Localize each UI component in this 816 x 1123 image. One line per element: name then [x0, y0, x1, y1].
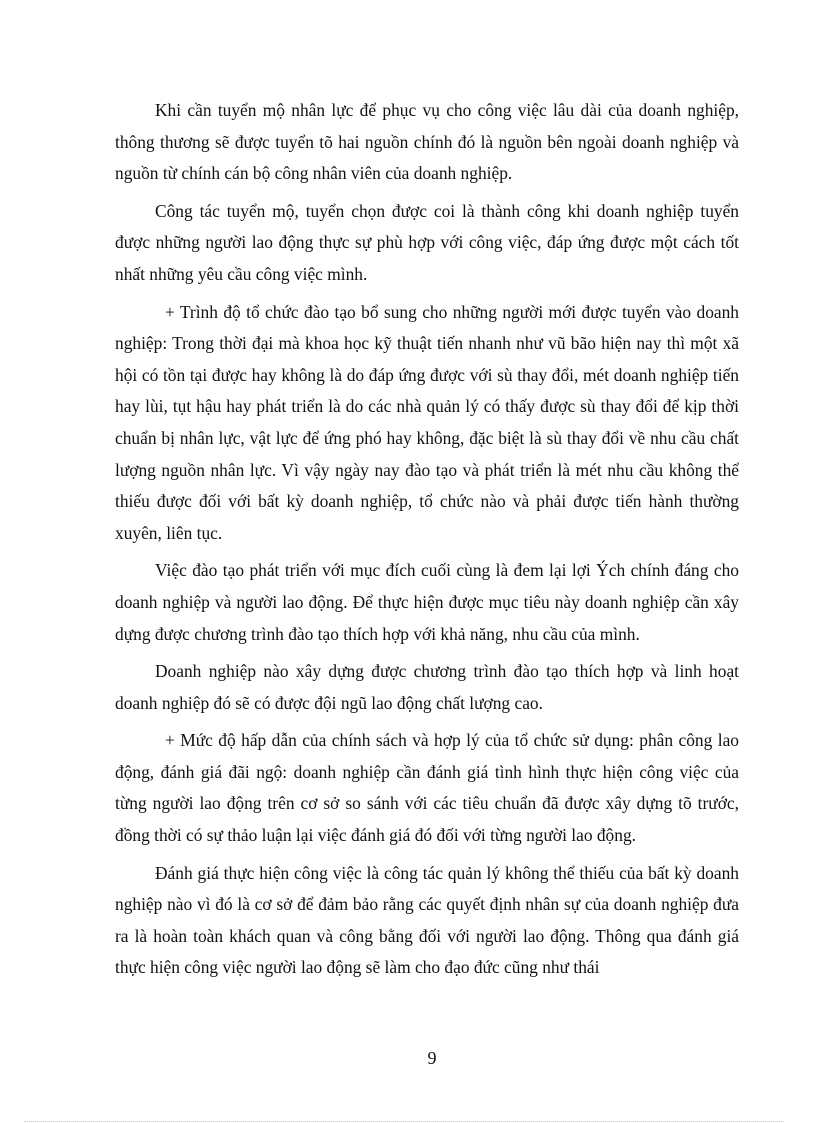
paragraph-recruitment-sources: Khi cần tuyển mộ nhân lực để phục vụ cho công việc lâu dài của doanh nghiệp, thông thương sẽ được tuyển tõ hai nguồn chính đó là nguồn bên ngoài doanh nghiệp và nguồn từ chính cán bộ công nhân viên của doanh nghiệp.	[115, 100, 739, 184]
page-number: 9	[427, 1048, 437, 1068]
paragraph-recruitment-success: Công tác tuyển mộ, tuyển chọn được coi là thành công khi doanh nghiệp tuyển được những người lao động thực sự phù hợp với công việc, đáp ứng được một cách tốt nhất những yêu cầu công việc mình.	[115, 200, 739, 284]
body-text	[115, 95, 739, 990]
paragraph-training-program: Doanh nghiệp nào xây dựng được chương trình đào tạo thích hợp và linh hoạt doanh nghiệp đó sẽ có được đội ngũ lao động chất lượng cao.	[115, 661, 739, 713]
paragraph-training-purpose: Việc đào tạo phát triển với mục đích cuối cùng là đem lại lợi Ých chính đáng cho doanh nghiệp và người lao động. Để thực hiện được mục tiêu này doanh nghiệp cần xây dựng được chương trình đào tạo thích hợp với khả năng, nhu cầu của mình.	[115, 560, 739, 644]
page-bottom-divider	[24, 1121, 784, 1122]
paragraph-performance-evaluation: Đánh giá thực hiện công việc là công tác quản lý không thể thiếu của bất kỳ doanh nghiệp nào vì đó là cơ sở để đảm bảo rằng các quyết định nhân sự của doanh nghiệp đưa ra là hoàn toàn khách quan và công bằng đối với người lao động. Thông qua đánh giá thực hiện công việc người lao động sẽ làm cho đạo đức cũng như thái	[115, 862, 739, 978]
paragraph-training-level: + Trình độ tổ chức đào tạo bổ sung cho những người mới được tuyển vào doanh nghiệp: Trong thời đại mà khoa học kỹ thuật tiến nhanh như vũ bão hiện nay thì một xã hội có tồn tại được hay không là do đáp ứng được với sù thay đổi, mét doanh nghiệp tiến hay lùi, tụt hậu hay phát triển là do các nhà quản lý có thấy được sù thay đổi để kịp thời chuẩn bị nhân lực, vật lực để ứng phó hay không, đặc biệt là sù thay đổi về nhu cầu chất lượng nguồn nhân lực. Vì vậy ngày nay đào tạo và phát triển là mét nhu cầu không thể thiếu được đối với bất kỳ doanh nghiệp, tổ chức nào và phải được tiến hành thường xuyên, liên tục.	[115, 301, 739, 543]
paragraph-policy-attractiveness: + Mức độ hấp dẫn của chính sách và hợp lý của tổ chức sử dụng: phân công lao động, đánh giá đãi ngộ: doanh nghiệp cần đánh giá tình hình thực hiện công việc của từng người lao động trên cơ sở so sánh với các tiêu chuẩn đã được xây dựng tõ trước, đồng thời có sự thảo luận lại việc đánh giá đó đối với từng người lao động.	[115, 730, 739, 846]
